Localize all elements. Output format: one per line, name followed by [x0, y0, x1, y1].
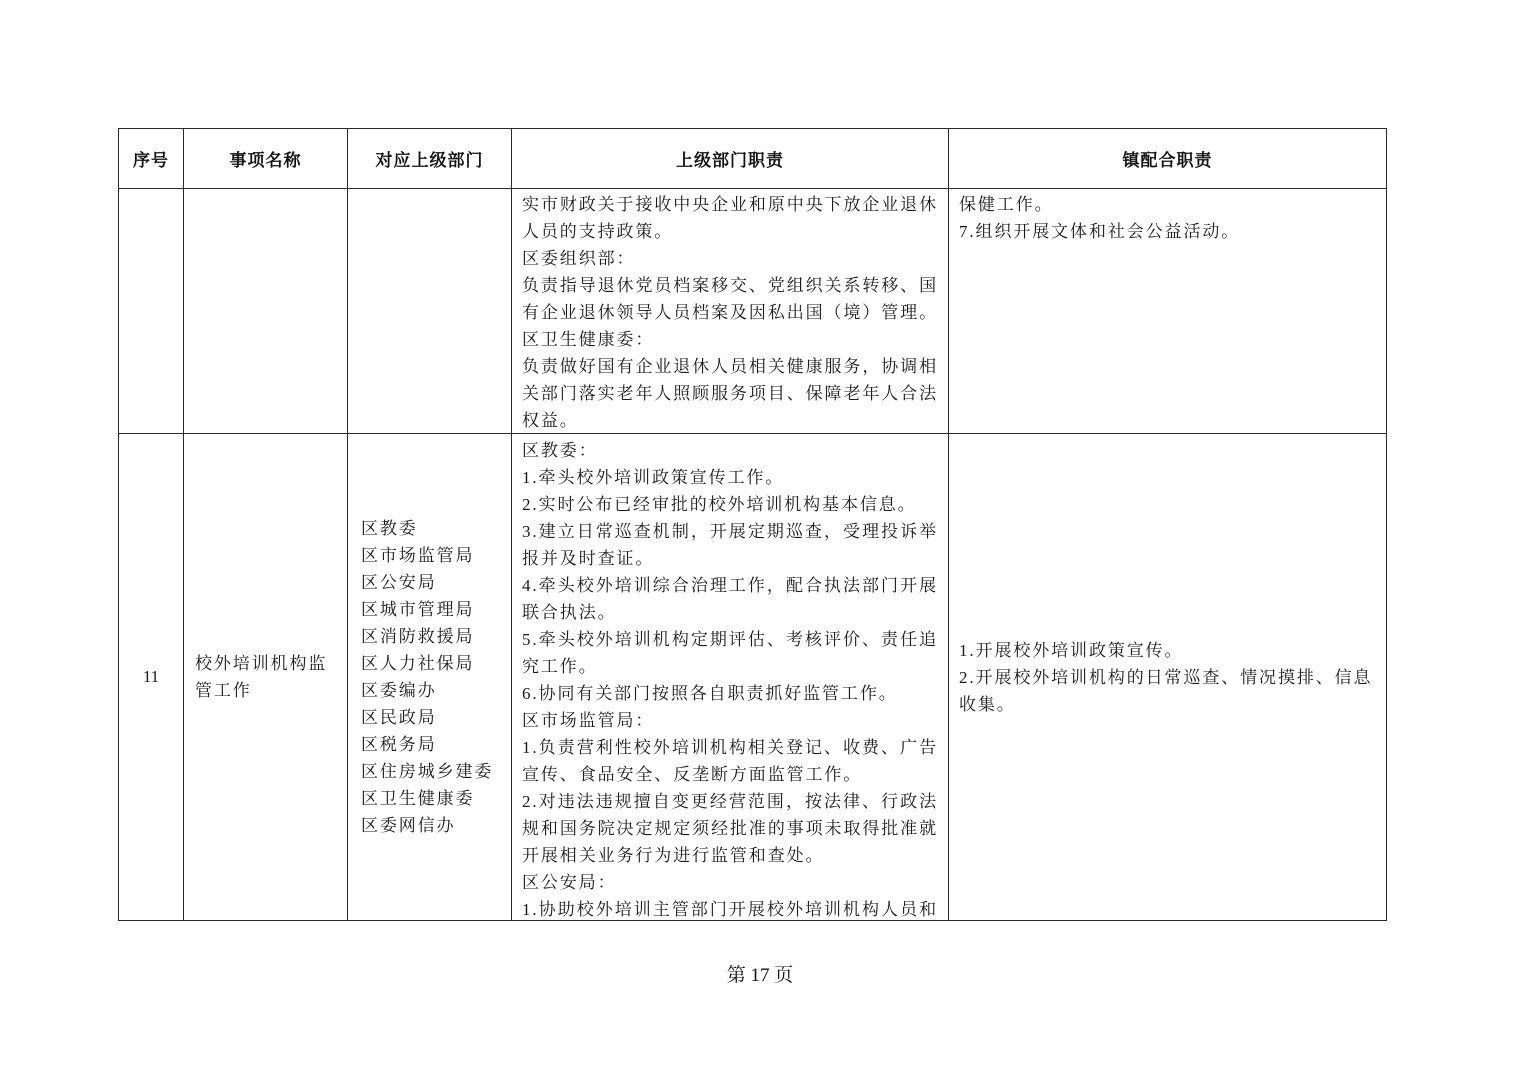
- department-item: 区委编办: [361, 681, 437, 700]
- item-name-line: 校外培训机构监: [195, 654, 328, 673]
- header-superior-department: 对应上级部门: [348, 129, 512, 189]
- seq-number: 11: [142, 667, 160, 686]
- town-duty-line: 2.开展校外培训机构的日常巡查、情况摸排、信息: [959, 667, 1373, 687]
- header-item-name: 事项名称: [184, 129, 348, 189]
- town-duties-cell: [949, 189, 1387, 434]
- department-item: 区税务局: [361, 735, 437, 754]
- superior-duty-line: 2.实时公布已经审批的校外培训机构基本信息。: [522, 495, 917, 514]
- superior-duty-line: 宣传、食品安全、反垄断方面监管工作。: [522, 765, 863, 784]
- superior-duty-line: 3.建立日常巡查机制，开展定期巡查，受理投诉举: [522, 522, 938, 541]
- department-item: 区人力社保局: [361, 654, 475, 673]
- superior-duty-line: 实市财政关于接收中央企业和原中央下放企业退休: [522, 195, 938, 214]
- department-item: 区公安局: [361, 573, 437, 592]
- town-duty-line: 1.开展校外培训政策宣传。: [959, 640, 1184, 660]
- superior-duties-cell: [512, 434, 949, 921]
- superior-duty-line: 联合执法。: [522, 603, 617, 622]
- department-item: 区住房城乡建委: [361, 762, 494, 781]
- department-item: 区卫生健康委: [361, 789, 475, 808]
- item-name-cell: [184, 434, 348, 921]
- superior-duties-cell: [512, 189, 949, 434]
- superior-duty-line: 负责指导退休党员档案移交、党组织关系转移、国: [522, 276, 938, 295]
- superior-duty-line: 报并及时查证。: [522, 549, 655, 568]
- department-item: 区教委: [361, 519, 418, 538]
- superior-duty-line: 1.牵头校外培训政策宣传工作。: [522, 468, 785, 487]
- superior-duty-line: 2.对违法违规擅自变更经营范围，按法律、行政法: [522, 792, 938, 811]
- superior-duty-line: 权益。: [522, 411, 579, 430]
- town-duty-line: 7.组织开展文体和社会公益活动。: [959, 222, 1241, 241]
- superior-duty-line: 人员的支持政策。: [522, 222, 674, 241]
- department-cell: [348, 434, 512, 921]
- duties-table: [118, 128, 1387, 921]
- superior-duty-line: 1.负责营利性校外培训机构相关登记、收费、广告: [522, 738, 938, 757]
- superior-duty-line: 区教委：: [522, 441, 598, 460]
- superior-duty-line: 区卫生健康委：: [522, 330, 655, 349]
- header-town-duties: 镇配合职责: [949, 129, 1387, 189]
- department-item: 区民政局: [361, 708, 437, 727]
- superior-duty-line: 区委组织部：: [522, 249, 636, 268]
- superior-duty-line: 开展相关业务行为进行监管和查处。: [522, 846, 825, 865]
- header-seq: 序号: [119, 129, 184, 189]
- department-item: 区市场监管局: [361, 546, 475, 565]
- department-item: 区委网信办: [361, 816, 456, 835]
- town-duty-line: 保健工作。: [959, 195, 1054, 214]
- superior-duty-line: 5.牵头校外培训机构定期评估、考核评价、责任追: [522, 630, 938, 649]
- superior-duty-line: 4.牵头校外培训综合治理工作，配合执法部门开展: [522, 576, 938, 595]
- superior-duty-line: 区公安局：: [522, 873, 617, 892]
- seq-cell: [119, 434, 184, 921]
- superior-duty-line: 1.协助校外培训主管部门开展校外培训机构人员和: [522, 900, 938, 919]
- superior-duty-line: 关部门落实老年人照顾服务项目、保障老年人合法: [522, 384, 938, 403]
- superior-duty-line: 负责做好国有企业退休人员相关健康服务，协调相: [522, 357, 938, 376]
- superior-duty-line: 区市场监管局：: [522, 711, 655, 730]
- town-duty-line: 收集。: [959, 694, 1016, 714]
- header-superior-duties: 上级部门职责: [512, 129, 949, 189]
- town-duties-cell: [949, 434, 1387, 921]
- department-item: 区城市管理局: [361, 600, 475, 619]
- superior-duty-line: 有企业退休领导人员档案及因私出国（境）管理。: [522, 303, 938, 322]
- superior-duty-line: 规和国务院决定规定须经批准的事项未取得批准就: [522, 819, 938, 838]
- page-number: 第 17 页: [726, 965, 794, 986]
- item-name-cell: [184, 189, 348, 434]
- department-cell: [348, 189, 512, 434]
- superior-duty-line: 6.协同有关部门按照各自职责抓好监管工作。: [522, 684, 898, 703]
- superior-duty-line: 究工作。: [522, 657, 598, 676]
- item-name-line: 管工作: [195, 681, 252, 700]
- seq-cell: [119, 189, 184, 434]
- department-item: 区消防救援局: [361, 627, 475, 646]
